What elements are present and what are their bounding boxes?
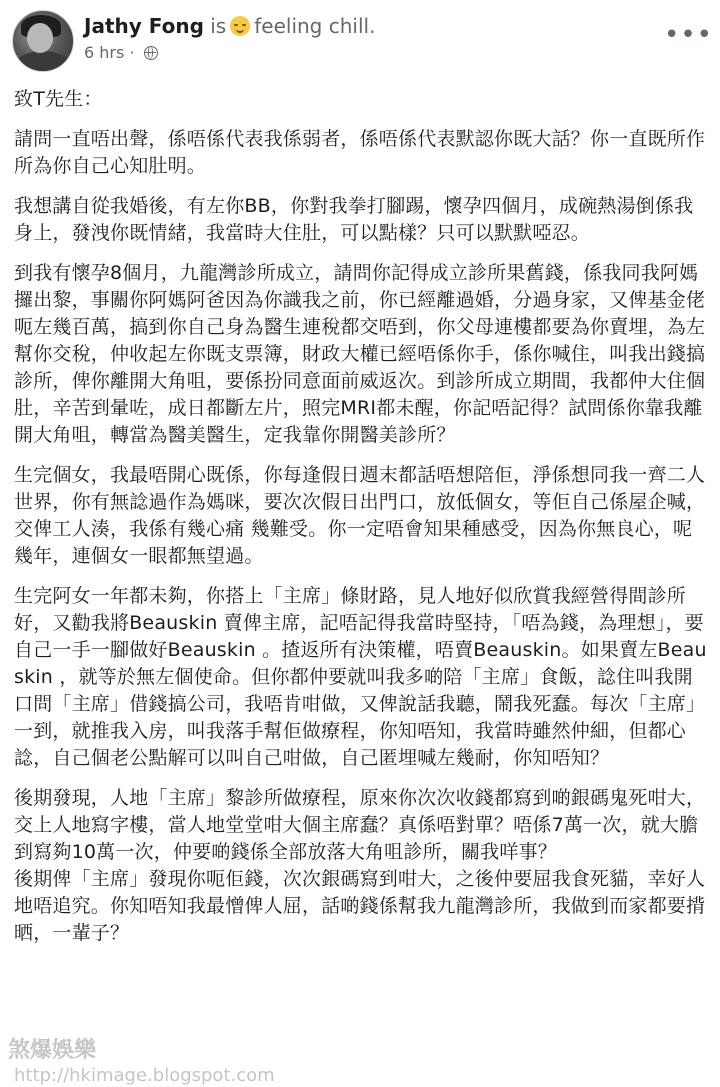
more-options-button[interactable]: ••• bbox=[664, 20, 714, 50]
feeling-prefix: is bbox=[210, 14, 227, 38]
globe-icon[interactable] bbox=[144, 46, 158, 60]
feeling-text[interactable]: feeling chill. bbox=[254, 14, 376, 38]
paragraph-7: 後期俾「主席」發現你呃佢錢，次次銀碼寫到咁大，之後仲要屈我食死貓，幸好人地唔追究。你知唔知我最憎俾人屈，話啲錢係幫我九龍灣診所，我做到而家都要揹晒，一輩子？ bbox=[14, 868, 706, 944]
author-line bbox=[84, 13, 375, 39]
relieved-face-icon bbox=[230, 16, 250, 36]
author-name[interactable]: Jathy Fong bbox=[84, 14, 204, 38]
paragraph-5: 生完阿女一年都未夠，你搭上「主席」條財路，見人地好似欣賞我經營得間診所好，又勸我將Beauskin 賣俾主席，記唔記得我當時堅持，「唔為錢，為理想」，要自己一手一腳做好Beauskin 。揸返所有決策權，唔賣Beauskin。如果賣左Beauskin ，就等於無左個使命。但你都仲要就叫我多啲陪「主席」食飯，諗住叫我開口問「主席」借錢搞公司，我唔肯咁做，又俾說話我聽，鬧我死蠢。每次「主席」一到，就推我入房，叫我落手幫佢做療程，你知唔知，我當時雖然仲細，但都心諗，自己個老公點解可以叫自己咁做，自己匿埋喊左幾耐，你知唔知？ bbox=[14, 585, 707, 769]
paragraph-greeting: 致T先生： bbox=[14, 88, 103, 110]
avatar-face bbox=[27, 23, 53, 53]
watermark-url: http://hkimage.blogspot.com bbox=[14, 1065, 275, 1086]
post-meta: 6 hrs · bbox=[84, 43, 158, 63]
paragraph-1: 請問一直唔出聲，係唔係代表我係弱者，係唔係代表默認你既大話？你一直既所作所為你自己心知肚明。 bbox=[14, 128, 706, 177]
post-body bbox=[14, 86, 710, 960]
paragraph-4: 生完個女，我最唔開心既係，你每逢假日週末都話唔想陪佢，淨係想同我一齊二人世界，你有無諗過作為媽咪，要次次假日出門口，放低個女，等佢自己係屋企喊，交俾工人湊，我係有幾心痛 幾難受。你一定唔會知果種感受，因為你無良心，呢幾年，連個女一眼都無望過。 bbox=[14, 464, 706, 567]
post-header bbox=[12, 10, 714, 74]
author-avatar[interactable] bbox=[12, 10, 74, 72]
paragraph-2: 我想講自從我婚後，有左你BB，你對我拳打腳踢，懷孕四個月，成碗熱湯倒係我身上，發洩你既情緒，我當時大住肚，可以點樣？只可以默默啞忍。 bbox=[14, 195, 694, 244]
avatar-shoulder bbox=[15, 51, 71, 72]
post-time[interactable]: 6 hrs bbox=[84, 43, 125, 62]
paragraph-6: 後期發現，人地「主席」黎診所做療程，原來你次次收錢都寫到啲銀碼鬼死咁大，交上人地寫字樓，當人地堂堂咁大個主席蠢？真係唔對單？唔係7萬一次，就大膽到寫夠10萬一次，仲要啲錢係全部放落大角咀診所，關我咩事？ bbox=[14, 787, 706, 863]
watermark-site-name: 煞爆娛樂 bbox=[8, 1038, 97, 1063]
paragraph-3: 到我有懷孕8個月，九龍灣診所成立，請問你記得成立診所果舊錢，係我同我阿媽攞出黎，事關你阿媽阿爸因為你識我之前，你已經離過婚，分過身家，又俾基金佬呃左幾百萬，搞到你自己身為醫生連稅都交唔到，你父母連樓都要為你賣埋，為左幫你交稅，仲收起左你既支票簿，財政大權已經唔係你手，係你喊住，叫我出錢搞診所，俾你離開大角咀，要係扮同意面前威返次。到診所成立期間，我都仲大住個肚，辛苦到暈咗，成日都斷左片，照完MRI都未醒，你記唔記得？試問係你靠我離開大角咀，轉當為醫美醫生，定我靠你開醫美診所？ bbox=[14, 262, 706, 446]
